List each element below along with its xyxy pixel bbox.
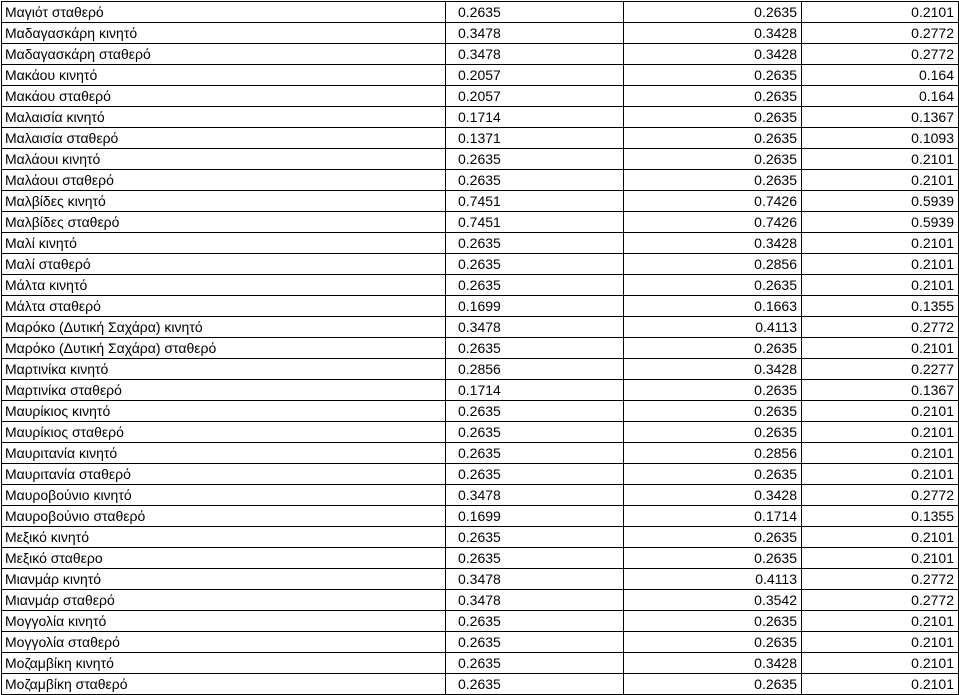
table-row — [2, 548, 959, 569]
rate-cell-2: 0.2635 — [624, 338, 802, 359]
table-row — [2, 422, 959, 443]
destination-cell: Μοζαμβίκη κινητό — [2, 653, 446, 674]
rate-cell-1: 0.2635 — [446, 548, 624, 569]
rate-cell-2: 0.2635 — [624, 380, 802, 401]
rate-cell-2: 0.4113 — [624, 317, 802, 338]
table-row — [2, 401, 959, 422]
rate-cell-1: 0.2635 — [446, 338, 624, 359]
rate-cell-2: 0.2635 — [624, 149, 802, 170]
table-row — [2, 191, 959, 212]
rate-cell-2: 0.2635 — [624, 548, 802, 569]
table-row — [2, 128, 959, 149]
destination-cell: Μοζαμβίκη σταθερό — [2, 674, 446, 695]
rate-cell-3: 0.2101 — [802, 548, 959, 569]
rate-cell-3: 0.2101 — [802, 422, 959, 443]
destination-cell: Μαρτινίκα κινητό — [2, 359, 446, 380]
rate-cell-3: 0.1367 — [802, 380, 959, 401]
rate-cell-1: 0.2635 — [446, 254, 624, 275]
destination-cell: Μαλί κινητό — [2, 233, 446, 254]
rate-cell-3: 0.2101 — [802, 149, 959, 170]
table-row — [2, 338, 959, 359]
rate-cell-2: 0.3428 — [624, 653, 802, 674]
destination-cell: Μεξικό κινητό — [2, 527, 446, 548]
table-row — [2, 527, 959, 548]
table-row — [2, 170, 959, 191]
destination-cell: Μαλαισία κινητό — [2, 107, 446, 128]
destination-cell: Μαυριτανία κινητό — [2, 443, 446, 464]
rate-cell-3: 0.2101 — [802, 611, 959, 632]
rate-cell-1: 0.1699 — [446, 296, 624, 317]
rate-cell-1: 0.2635 — [446, 233, 624, 254]
rate-cell-2: 0.7426 — [624, 212, 802, 233]
rate-cell-1: 0.1371 — [446, 128, 624, 149]
destination-cell: Μαλάουι κινητό — [2, 149, 446, 170]
rate-cell-2: 0.7426 — [624, 191, 802, 212]
rate-cell-3: 0.1355 — [802, 296, 959, 317]
rate-cell-2: 0.3428 — [624, 359, 802, 380]
rate-cell-2: 0.2635 — [624, 632, 802, 653]
rate-cell-2: 0.2635 — [624, 611, 802, 632]
destination-cell: Μακάου κινητό — [2, 65, 446, 86]
rate-cell-2: 0.4113 — [624, 569, 802, 590]
rate-cell-1: 0.2635 — [446, 275, 624, 296]
table-row — [2, 611, 959, 632]
destination-cell: Μαρόκο (Δυτική Σαχάρα) σταθερό — [2, 338, 446, 359]
rate-cell-1: 0.3478 — [446, 317, 624, 338]
rate-cell-2: 0.2856 — [624, 443, 802, 464]
rate-cell-2: 0.1663 — [624, 296, 802, 317]
destination-cell: Μαλαισία σταθερό — [2, 128, 446, 149]
rates-table-body — [2, 2, 959, 695]
rate-cell-2: 0.2635 — [624, 464, 802, 485]
rate-cell-2: 0.3542 — [624, 590, 802, 611]
destination-cell: Μαλβίδες σταθερό — [2, 212, 446, 233]
table-row — [2, 485, 959, 506]
table-row — [2, 464, 959, 485]
destination-cell: Μογγολία κινητό — [2, 611, 446, 632]
table-row — [2, 674, 959, 695]
destination-cell: Μαλί σταθερό — [2, 254, 446, 275]
rate-cell-3: 0.164 — [802, 65, 959, 86]
rate-cell-3: 0.2101 — [802, 275, 959, 296]
table-row — [2, 275, 959, 296]
rate-cell-3: 0.2101 — [802, 464, 959, 485]
rate-cell-3: 0.2277 — [802, 359, 959, 380]
rate-cell-3: 0.2101 — [802, 443, 959, 464]
rate-cell-1: 0.2635 — [446, 170, 624, 191]
table-row — [2, 86, 959, 107]
destination-cell: Μαδαγασκάρη κινητό — [2, 23, 446, 44]
destination-cell: Μαρτινίκα σταθερό — [2, 380, 446, 401]
rate-cell-3: 0.2101 — [802, 632, 959, 653]
rate-cell-3: 0.2772 — [802, 590, 959, 611]
destination-cell: Μιανμάρ σταθερό — [2, 590, 446, 611]
destination-cell: Μαυροβούνιο κινητό — [2, 485, 446, 506]
destination-cell: Μογγολία σταθερό — [2, 632, 446, 653]
rate-cell-2: 0.2635 — [624, 107, 802, 128]
rate-cell-3: 0.1355 — [802, 506, 959, 527]
table-row — [2, 23, 959, 44]
table-row — [2, 317, 959, 338]
table-row — [2, 107, 959, 128]
rate-cell-2: 0.2635 — [624, 170, 802, 191]
destination-cell: Μεξικό σταθερο — [2, 548, 446, 569]
rate-cell-1: 0.2856 — [446, 359, 624, 380]
rate-cell-1: 0.2635 — [446, 464, 624, 485]
rate-cell-3: 0.2101 — [802, 170, 959, 191]
destination-cell: Μαυρίκιος κινητό — [2, 401, 446, 422]
table-row — [2, 359, 959, 380]
rate-cell-2: 0.3428 — [624, 23, 802, 44]
destination-cell: Μαρόκο (Δυτική Σαχάρα) κινητό — [2, 317, 446, 338]
rates-table — [1, 1, 959, 695]
rate-cell-3: 0.2772 — [802, 23, 959, 44]
rate-cell-3: 0.2101 — [802, 527, 959, 548]
rate-cell-3: 0.1093 — [802, 128, 959, 149]
rate-cell-3: 0.2101 — [802, 233, 959, 254]
rate-cell-3: 0.5939 — [802, 212, 959, 233]
table-row — [2, 212, 959, 233]
rate-cell-2: 0.2635 — [624, 86, 802, 107]
rate-cell-3: 0.2101 — [802, 401, 959, 422]
rate-cell-2: 0.3428 — [624, 233, 802, 254]
table-row — [2, 149, 959, 170]
destination-cell: Μαλάουι σταθερό — [2, 170, 446, 191]
rate-cell-2: 0.2635 — [624, 128, 802, 149]
table-row — [2, 254, 959, 275]
table-row — [2, 590, 959, 611]
rate-cell-1: 0.1714 — [446, 107, 624, 128]
rate-cell-1: 0.2635 — [446, 149, 624, 170]
rate-cell-2: 0.3428 — [624, 485, 802, 506]
rate-cell-2: 0.2635 — [624, 422, 802, 443]
rate-cell-3: 0.2101 — [802, 2, 959, 23]
destination-cell: Μάλτα κινητό — [2, 275, 446, 296]
table-row — [2, 65, 959, 86]
destination-cell: Μακάου σταθερό — [2, 86, 446, 107]
destination-cell: Μάλτα σταθερό — [2, 296, 446, 317]
rate-cell-1: 0.1714 — [446, 380, 624, 401]
table-row — [2, 296, 959, 317]
table-row — [2, 632, 959, 653]
rate-cell-1: 0.2635 — [446, 527, 624, 548]
rate-cell-2: 0.2635 — [624, 401, 802, 422]
destination-cell: Μαυροβούνιο σταθερό — [2, 506, 446, 527]
rate-cell-1: 0.2635 — [446, 2, 624, 23]
destination-cell: Μαδαγασκάρη σταθερό — [2, 44, 446, 65]
rate-cell-1: 0.7451 — [446, 191, 624, 212]
rate-cell-1: 0.2635 — [446, 611, 624, 632]
rate-cell-1: 0.2635 — [446, 632, 624, 653]
rate-cell-3: 0.2101 — [802, 653, 959, 674]
rate-cell-2: 0.3428 — [624, 44, 802, 65]
rate-cell-3: 0.2772 — [802, 569, 959, 590]
rate-cell-1: 0.2057 — [446, 65, 624, 86]
destination-cell: Μιανμάρ κινητό — [2, 569, 446, 590]
rate-cell-1: 0.3478 — [446, 23, 624, 44]
rate-cell-1: 0.3478 — [446, 590, 624, 611]
rate-cell-1: 0.7451 — [446, 212, 624, 233]
rate-cell-1: 0.3478 — [446, 569, 624, 590]
table-row — [2, 233, 959, 254]
table-row — [2, 44, 959, 65]
rate-cell-3: 0.2101 — [802, 338, 959, 359]
destination-cell: Μαυριτανία σταθερό — [2, 464, 446, 485]
destination-cell: Μαλβίδες κινητό — [2, 191, 446, 212]
rate-cell-2: 0.2635 — [624, 2, 802, 23]
rate-cell-3: 0.2772 — [802, 485, 959, 506]
table-row — [2, 569, 959, 590]
table-row — [2, 443, 959, 464]
destination-cell: Μαυρίκιος σταθερό — [2, 422, 446, 443]
table-row — [2, 380, 959, 401]
rate-cell-2: 0.2635 — [624, 65, 802, 86]
rate-cell-3: 0.2772 — [802, 317, 959, 338]
table-row — [2, 653, 959, 674]
destination-cell: Μαγιότ σταθερό — [2, 2, 446, 23]
rate-cell-1: 0.2635 — [446, 653, 624, 674]
rate-cell-2: 0.2635 — [624, 275, 802, 296]
rate-cell-3: 0.2101 — [802, 674, 959, 695]
rate-cell-3: 0.1367 — [802, 107, 959, 128]
table-row — [2, 506, 959, 527]
rate-cell-1: 0.2635 — [446, 443, 624, 464]
rate-cell-2: 0.2635 — [624, 674, 802, 695]
rate-cell-2: 0.1714 — [624, 506, 802, 527]
rate-cell-1: 0.2635 — [446, 674, 624, 695]
rate-cell-1: 0.2635 — [446, 422, 624, 443]
rate-cell-3: 0.2101 — [802, 254, 959, 275]
rate-cell-1: 0.3478 — [446, 44, 624, 65]
rate-cell-3: 0.164 — [802, 86, 959, 107]
rate-cell-3: 0.2772 — [802, 44, 959, 65]
rate-cell-1: 0.1699 — [446, 506, 624, 527]
rate-cell-3: 0.5939 — [802, 191, 959, 212]
rate-cell-1: 0.3478 — [446, 485, 624, 506]
table-row — [2, 2, 959, 23]
rate-cell-1: 0.2635 — [446, 401, 624, 422]
rate-cell-2: 0.2856 — [624, 254, 802, 275]
rate-cell-2: 0.2635 — [624, 527, 802, 548]
rate-cell-1: 0.2057 — [446, 86, 624, 107]
